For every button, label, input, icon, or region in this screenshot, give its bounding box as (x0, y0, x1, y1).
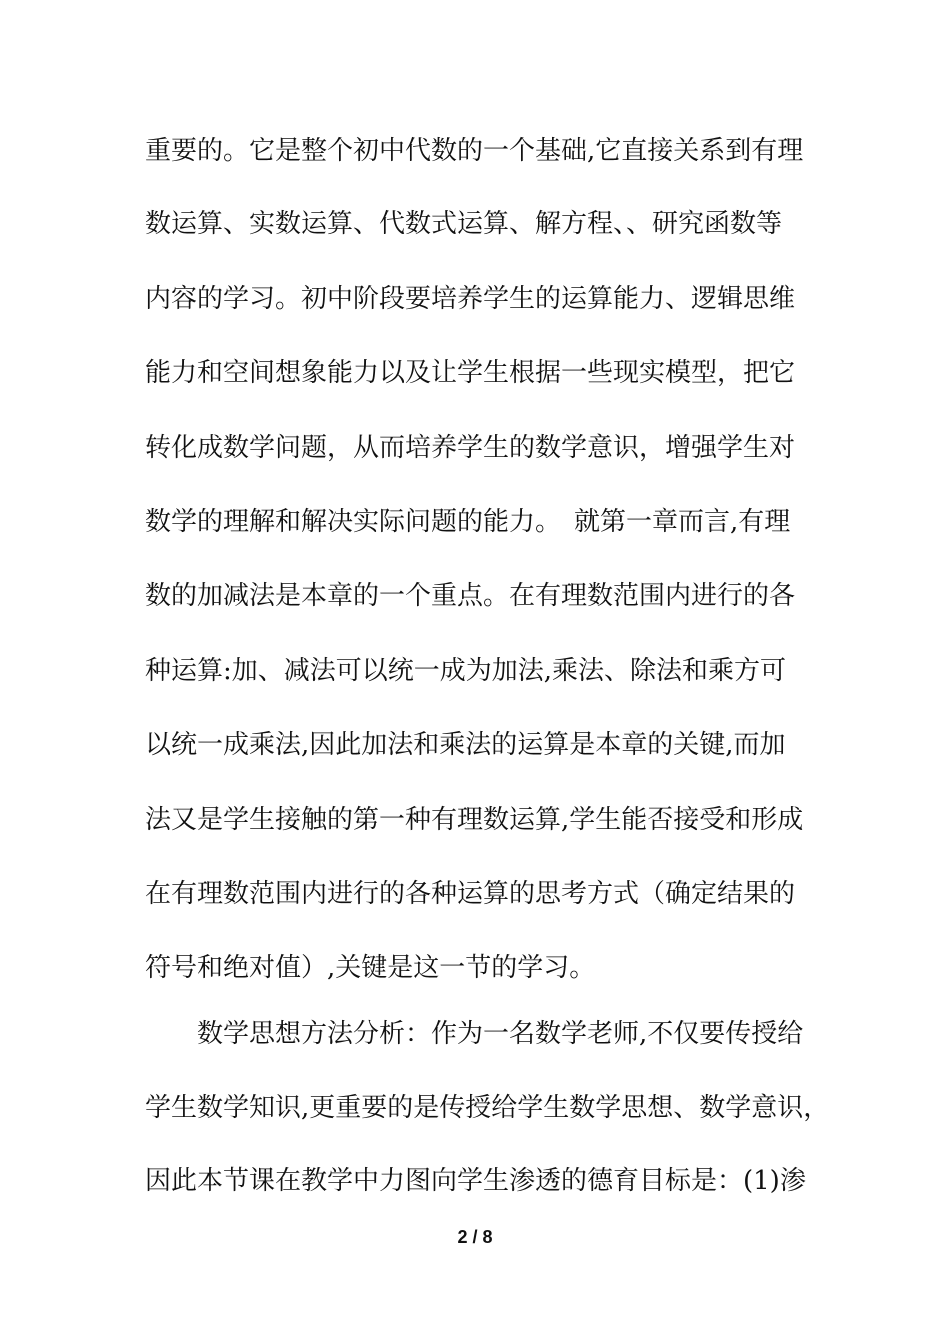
text-line: 学生数学知识,更重要的是传授给学生数学思想、数学意识， (145, 1093, 830, 1123)
text-line: 种运算:加、减法可以统一成为加法,乘法、除法和乘方可 (145, 656, 787, 686)
text-line: 法又是学生接触的第一种有理数运算,学生能否接受和形成 (145, 805, 804, 835)
text-line: 转化成数学问题，从而培养学生的数学意识，增强学生对 (145, 433, 796, 463)
text-line: 以统一成乘法,因此加法和乘法的运算是本章的关键,而加 (145, 730, 786, 760)
text-line: 在有理数范围内进行的各种运算的思考方式（确定结果的 (145, 879, 796, 909)
text-line: 能力和空间想象能力以及让学生根据一些现实模型，把它 (145, 358, 796, 388)
text-line: 重要的。它是整个初中代数的一个基础,它直接关系到有理 (145, 136, 804, 166)
page-number: 2 / 8 (457, 1227, 493, 1247)
text-line: 符号和绝对值）,关键是这一节的学习。 (145, 953, 596, 983)
text-line: 数的加减法是本章的一个重点。在有理数范围内进行的各 (145, 581, 796, 611)
text-line: 数运算、实数运算、代数式运算、解方程、、研究函数等 (145, 209, 783, 239)
text-line: 内容的学习。初中阶段要培养学生的运算能力、逻辑思维 (145, 284, 796, 314)
text-line: 数学的理解和解决实际问题的能力。 就第一章而言,有理 (145, 507, 791, 537)
paragraph-first-line: 数学思想方法分析：作为一名数学老师,不仅要传授给 (197, 1019, 804, 1049)
text-line: 因此本节课在教学中力图向学生渗透的德育目标是：(1)渗 (145, 1166, 806, 1196)
